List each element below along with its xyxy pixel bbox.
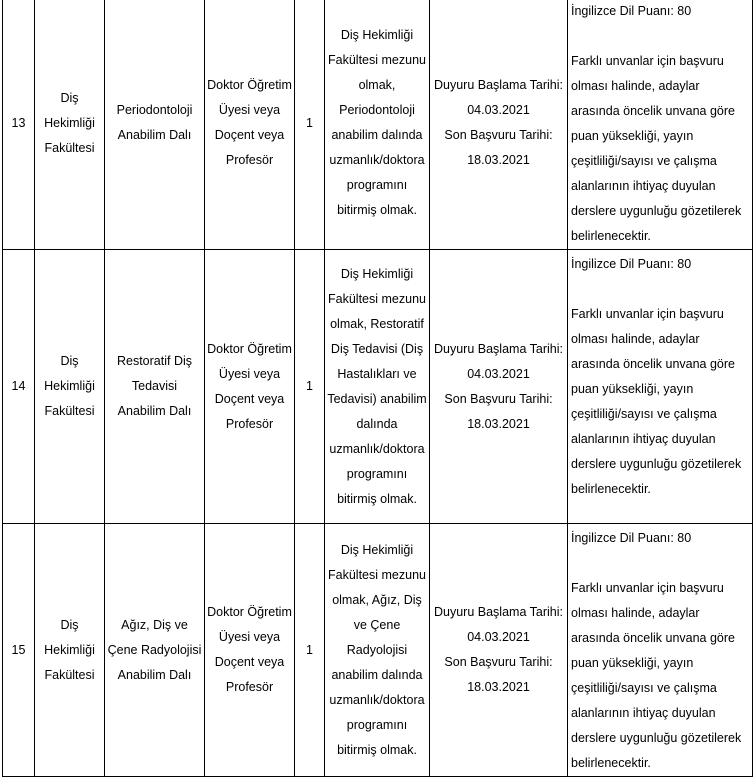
announce-start: Duyuru Başlama Tarihi: 04.03.2021 xyxy=(434,341,563,381)
preference-note: Farklı unvanlar için başvuru olması halinde, adaylar arasında öncelik unvana göre puan yüksekliği, yayın çeşitliliği/sayısı ve çalışma alanlarının ihtiyaç duyulan derslere uygunluğu gözetilerek belirlenecektir. xyxy=(571,54,742,243)
language-score: İngilizce Dil Puanı: 80 xyxy=(571,257,692,271)
notes-cell xyxy=(568,524,753,777)
announce-start: Duyuru Başlama Tarihi: 04.03.2021 xyxy=(434,78,563,117)
table-row xyxy=(3,250,753,524)
last-apply: Son Başvuru Tarihi: 18.03.2021 xyxy=(444,128,553,167)
preference-note: Farklı unvanlar için başvuru olması halinde, adaylar arasında öncelik unvana göre puan yüksekliği, yayın çeşitliliği/sayısı ve çalışma alanlarının ihtiyaç duyulan derslere uygunluğu gözetilerek belirlenecektir. xyxy=(571,307,742,496)
count-cell: 1 xyxy=(295,524,325,777)
department-cell: Ağız, Diş ve Çene Radyolojisi Anabilim Dalı xyxy=(105,524,205,777)
preference-note: Farklı unvanlar için başvuru olması halinde, adaylar arasında öncelik unvana göre puan yüksekliği, yayın çeşitliliği/sayısı ve çalışma alanlarının ihtiyaç duyulan derslere uygunluğu gözetilerek belirlenecektir. xyxy=(571,581,742,770)
title-cell: Doktor Öğretim Üyesi veya Doçent veya Profesör xyxy=(205,0,295,250)
requirement-cell: Diş Hekimliği Fakültesi mezunu olmak, Ağız, Diş ve Çene Radyolojisi anabilim dalında uzmanlık/doktora programını bitirmiş olmak. xyxy=(325,524,430,777)
last-apply: Son Başvuru Tarihi: 18.03.2021 xyxy=(444,391,553,431)
language-score: İngilizce Dil Puanı: 80 xyxy=(571,531,692,545)
requirement-cell: Diş Hekimliği Fakültesi mezunu olmak, Restoratif Diş Tedavisi (Diş Hastalıkları ve Tedavisi) anabilim dalında uzmanlık/doktora programını bitirmiş olmak. xyxy=(325,250,430,524)
language-score: İngilizce Dil Puanı: 80 xyxy=(571,4,692,18)
faculty-cell: Diş Hekimliği Fakültesi xyxy=(35,250,105,524)
department-cell: Periodontoloji Anabilim Dalı xyxy=(105,0,205,250)
last-apply: Son Başvuru Tarihi: 18.03.2021 xyxy=(444,655,553,694)
row-number: 14 xyxy=(3,250,35,524)
count-cell: 1 xyxy=(295,0,325,250)
requirement-cell: Diş Hekimliği Fakültesi mezunu olmak, Periodontoloji anabilim dalında uzmanlık/doktora programını bitirmiş olmak. xyxy=(325,0,430,250)
title-cell: Doktor Öğretim Üyesi veya Doçent veya Profesör xyxy=(205,250,295,524)
dates-cell xyxy=(430,524,568,777)
count-cell: 1 xyxy=(295,250,325,524)
table-row xyxy=(3,524,753,777)
dates-cell xyxy=(430,250,568,524)
faculty-cell: Diş Hekimliği Fakültesi xyxy=(35,0,105,250)
row-number: 15 xyxy=(3,524,35,777)
row-number: 13 xyxy=(3,0,35,250)
announce-start: Duyuru Başlama Tarihi: 04.03.2021 xyxy=(434,605,563,644)
title-cell: Doktor Öğretim Üyesi veya Doçent veya Profesör xyxy=(205,524,295,777)
notes-cell xyxy=(568,0,753,250)
faculty-cell: Diş Hekimliği Fakültesi xyxy=(35,524,105,777)
department-cell: Restoratif Diş Tedavisi Anabilim Dalı xyxy=(105,250,205,524)
dates-cell xyxy=(430,0,568,250)
notes-cell xyxy=(568,250,753,524)
positions-table xyxy=(2,0,753,777)
table-row xyxy=(3,0,753,250)
